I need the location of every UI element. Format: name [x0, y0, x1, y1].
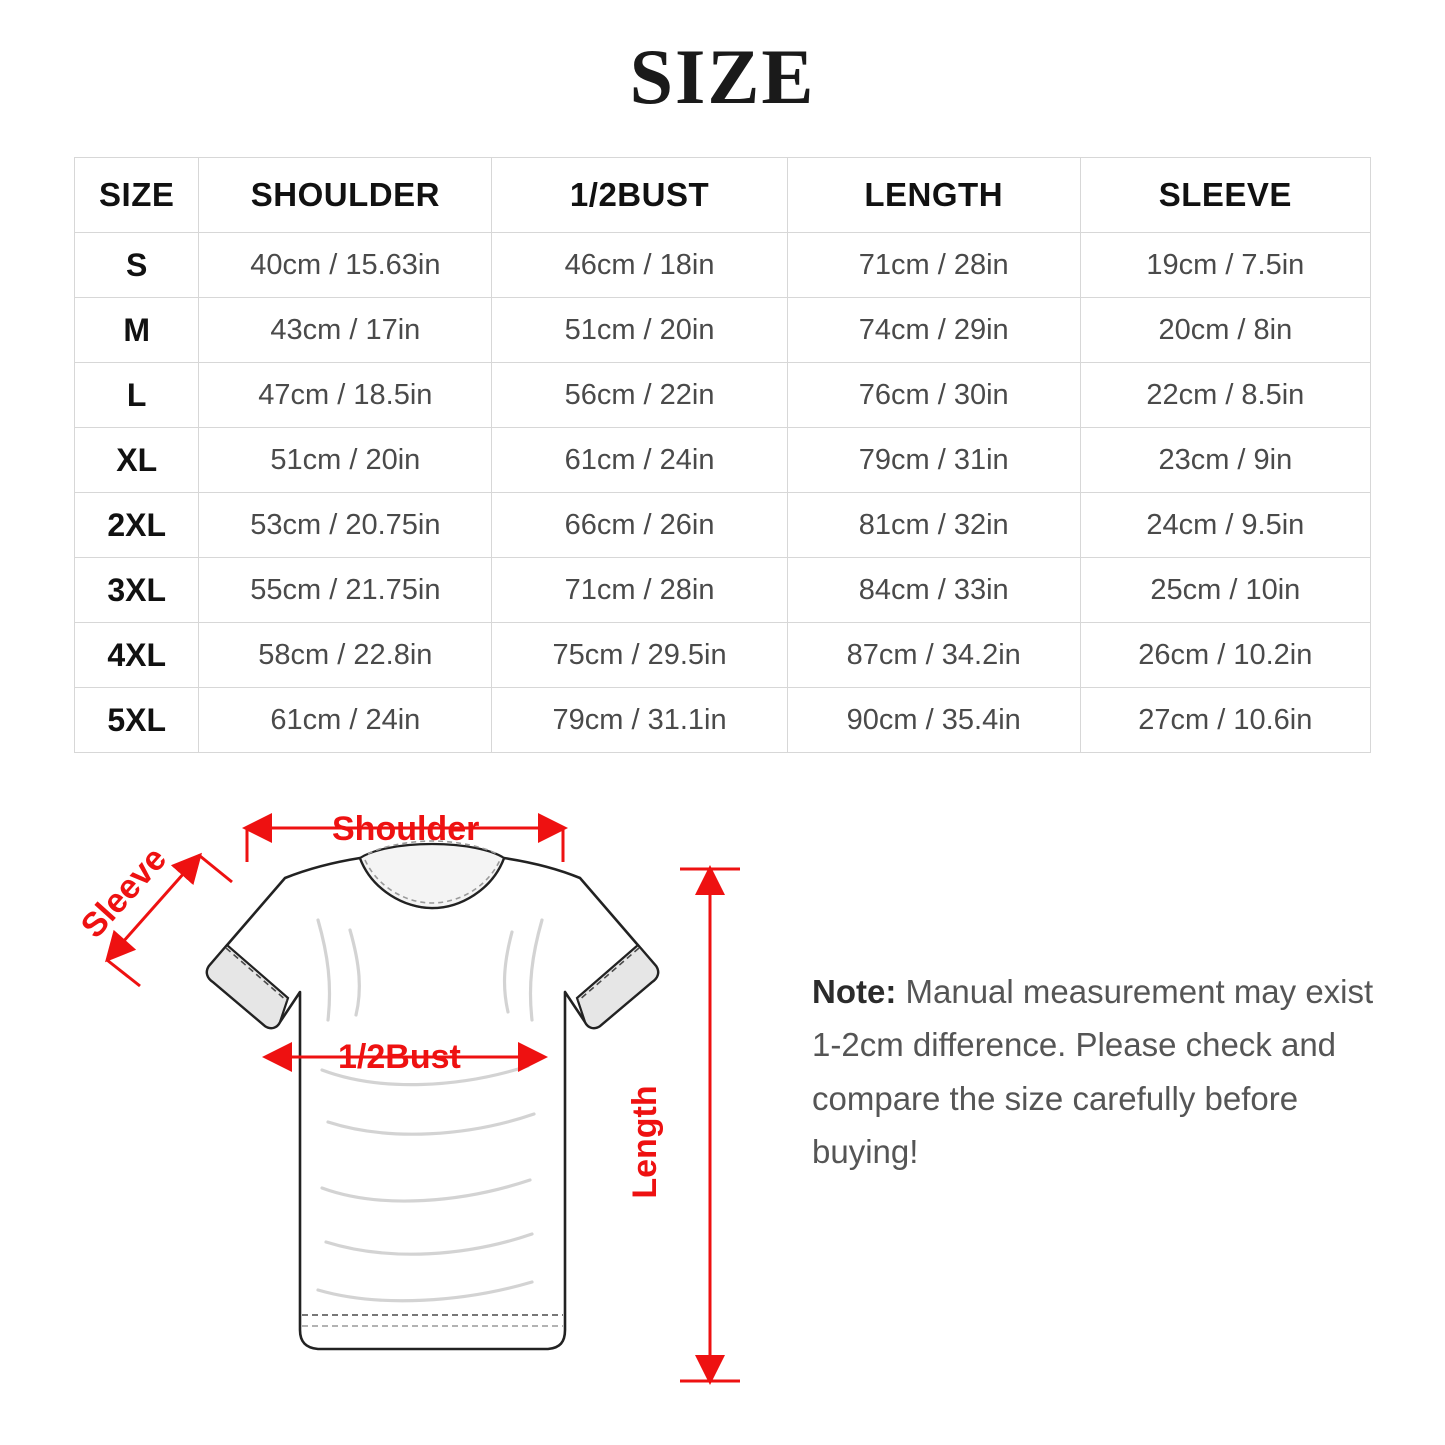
table-row [75, 233, 1371, 298]
table-row [75, 688, 1371, 753]
cell-bust: 56cm / 22in [492, 363, 787, 428]
column-header-size: SIZE [75, 158, 199, 233]
cell-bust: 51cm / 20in [492, 298, 787, 363]
note-label: Note: [812, 973, 897, 1010]
cell-length: 81cm / 32in [787, 493, 1080, 558]
table-row [75, 558, 1371, 623]
cell-size: XL [75, 428, 199, 493]
table-row [75, 623, 1371, 688]
cell-shoulder: 53cm / 20.75in [199, 493, 492, 558]
cell-size: M [75, 298, 199, 363]
cell-size: 5XL [75, 688, 199, 753]
cell-length: 90cm / 35.4in [787, 688, 1080, 753]
cell-length: 84cm / 33in [787, 558, 1080, 623]
label-sleeve: Sleeve [73, 839, 175, 946]
table-row [75, 428, 1371, 493]
label-halfbust: 1/2Bust [338, 1038, 461, 1076]
cell-shoulder: 47cm / 18.5in [199, 363, 492, 428]
cell-shoulder: 51cm / 20in [199, 428, 492, 493]
label-shoulder: Shoulder [332, 810, 480, 848]
cell-shoulder: 61cm / 24in [199, 688, 492, 753]
cell-shoulder: 43cm / 17in [199, 298, 492, 363]
cell-length: 74cm / 29in [787, 298, 1080, 363]
cell-sleeve: 22cm / 8.5in [1080, 363, 1370, 428]
cell-sleeve: 19cm / 7.5in [1080, 233, 1370, 298]
sleeve-dimension [74, 840, 232, 986]
cell-bust: 79cm / 31.1in [492, 688, 787, 753]
size-chart-table [74, 157, 1371, 753]
cell-size: 3XL [75, 558, 199, 623]
table-row [75, 298, 1371, 363]
table-row [75, 493, 1371, 558]
cell-sleeve: 23cm / 9in [1080, 428, 1370, 493]
cell-bust: 66cm / 26in [492, 493, 787, 558]
column-header-sleeve: SLEEVE [1080, 158, 1370, 233]
cell-sleeve: 20cm / 8in [1080, 298, 1370, 363]
cell-size: L [75, 363, 199, 428]
cell-length: 71cm / 28in [787, 233, 1080, 298]
cell-size: S [75, 233, 199, 298]
column-header-shoulder: SHOULDER [199, 158, 492, 233]
tshirt-illustration [207, 841, 658, 1349]
cell-sleeve: 27cm / 10.6in [1080, 688, 1370, 753]
label-length: Length [626, 1085, 664, 1199]
page-title: SIZE [629, 33, 816, 120]
cell-length: 79cm / 31in [787, 428, 1080, 493]
column-header-bust: 1/2BUST [492, 158, 787, 233]
note-text: Manual measurement may exist 1-2cm difference. Please check and compare the size carefully before buying! [812, 973, 1374, 1171]
cell-bust: 46cm / 18in [492, 233, 787, 298]
cell-shoulder: 40cm / 15.63in [199, 233, 492, 298]
table-header-row [75, 158, 1371, 233]
cell-sleeve: 24cm / 9.5in [1080, 493, 1370, 558]
cell-bust: 61cm / 24in [492, 428, 787, 493]
column-header-length: LENGTH [787, 158, 1080, 233]
cell-length: 76cm / 30in [787, 363, 1080, 428]
cell-length: 87cm / 34.2in [787, 623, 1080, 688]
cell-shoulder: 55cm / 21.75in [199, 558, 492, 623]
cell-size: 2XL [75, 493, 199, 558]
cell-sleeve: 25cm / 10in [1080, 558, 1370, 623]
cell-bust: 71cm / 28in [492, 558, 787, 623]
length-dimension [626, 868, 740, 1382]
cell-shoulder: 58cm / 22.8in [199, 623, 492, 688]
tshirt-measurement-diagram [60, 770, 780, 1430]
table-row [75, 363, 1371, 428]
cell-size: 4XL [75, 623, 199, 688]
cell-bust: 75cm / 29.5in [492, 623, 787, 688]
note-block [812, 965, 1392, 1179]
cell-sleeve: 26cm / 10.2in [1080, 623, 1370, 688]
